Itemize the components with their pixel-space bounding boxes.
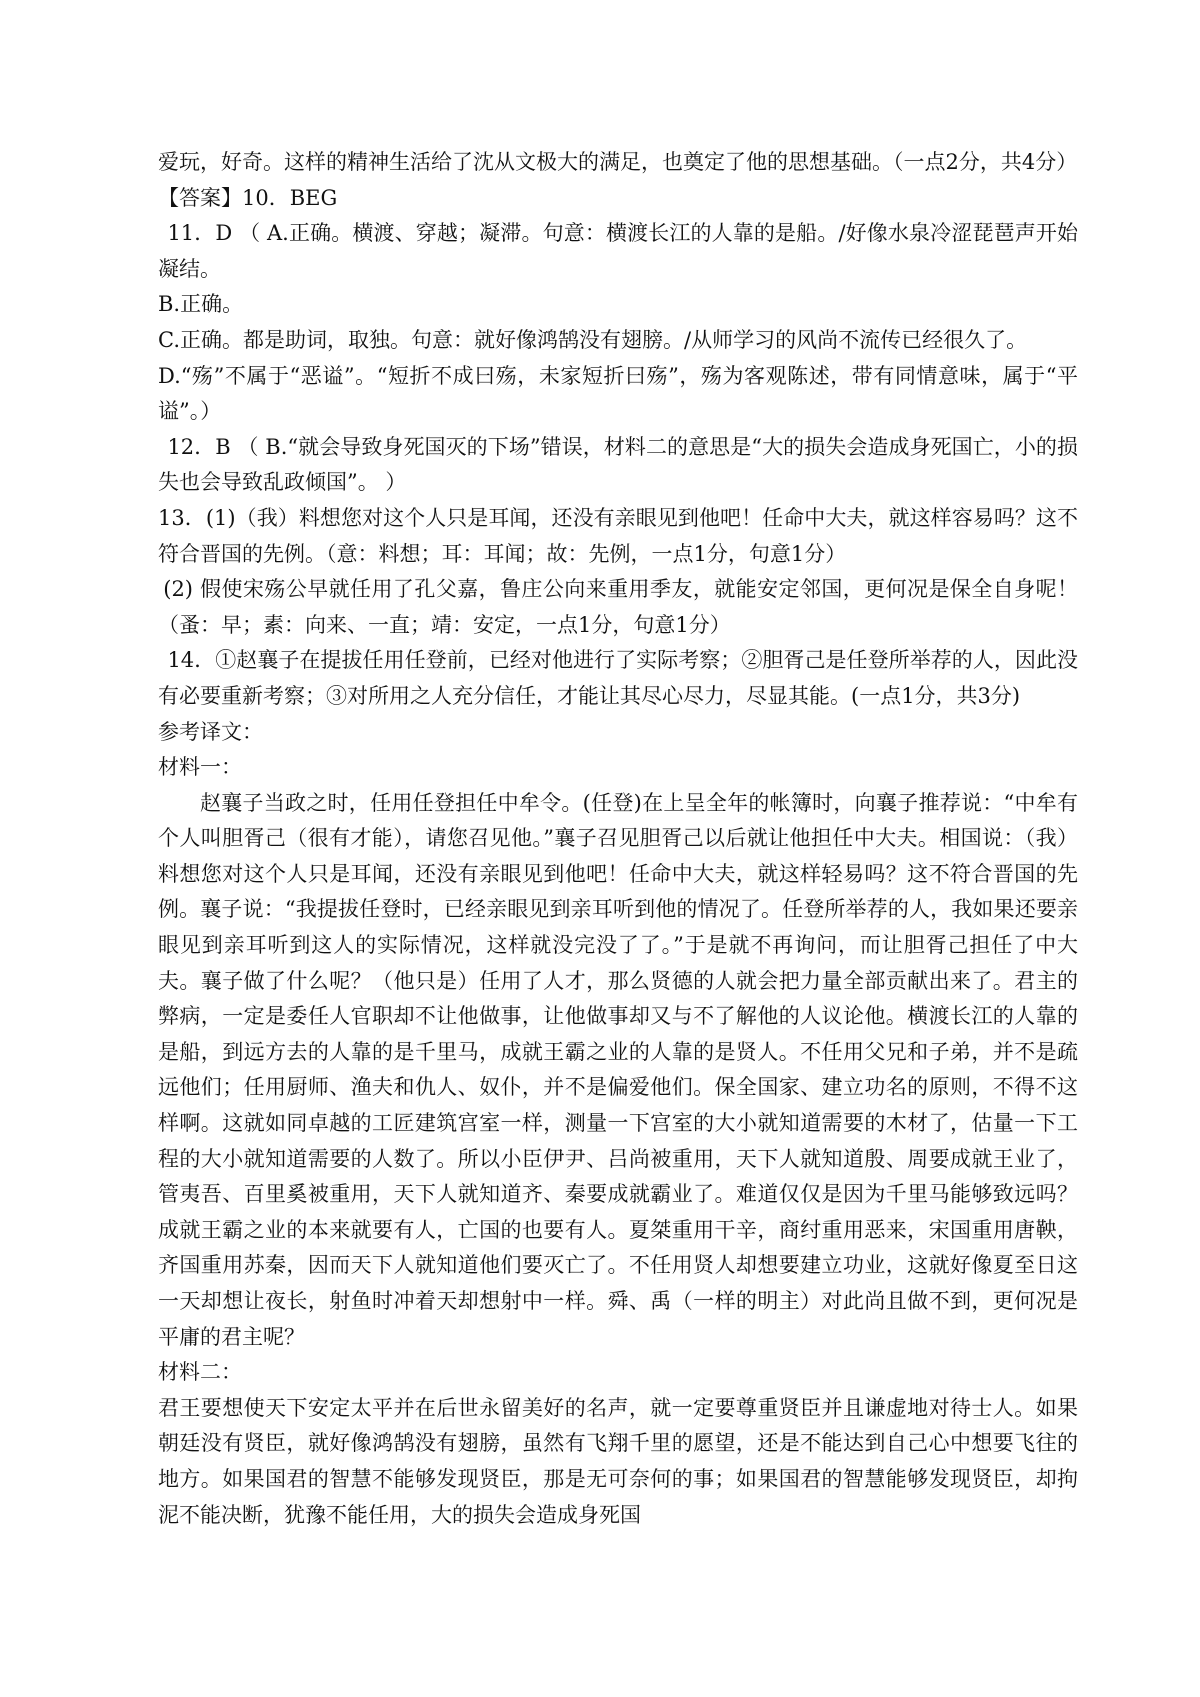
answer-q11: 11．D （ A.正确。横渡、穿越；凝滞。句意：横渡长江的人靠的是船。/好像水泉冷涩琵琶声开始凝结。 xyxy=(158,221,1078,281)
answer-q12: 12．B （ B.“就会导致身死国灭的下场”错误，材料二的意思是“大的损失会造成身死国亡，小的损失也会导致乱政倾国”。 ） xyxy=(158,434,1078,495)
material-two-translation: 君王要想使天下安定太平并在后世永留美好的名声，就一定要尊重贤臣并且谦虚地对待士人。如果朝廷没有贤臣，就好像鸿鹄没有翅膀，虽然有飞翔千里的愿望，还是不能达到自己心中想要飞往的地方。如果国君的智慧不能够发现贤臣，那是无可奈何的事；如果国君的智慧能够发现贤臣，却拘泥不能决断，犹豫不能任用，大的损失会造成身死国 xyxy=(158,1395,1078,1527)
material-one-translation: 赵襄子当政之时，任用任登担任中牟令。(任登)在上呈全年的帐簿时，向襄子推荐说：“中牟有个人叫胆胥己（很有才能），请您召见他。”襄子召见胆胥己以后就让他担任中大夫。相国说：（我）料想您对这个人只是耳闻，还没有亲眼见到他吧！任命中大夫，就这样轻易吗？这不符合晋国的先例。襄子说：“我提拔任登时，已经亲眼见到亲耳听到他的情况了。任登所举荐的人，我如果还要亲眼见到亲耳听到这人的实际情况，这样就没完没了了。”于是就不再询问，而让胆胥己担任了中大夫。襄子做了什么呢？（他只是）任用了人才，那么贤德的人就会把力量全部贡献出来了。君主的弊病，一定是委任人官职却不让他做事，让他做事却又与不了解他的人议论他。横渡长江的人靠的是船，到远方去的人靠的是千里马，成就王霸之业的人靠的是贤人。不任用父兄和子弟，并不是疏远他们；任用厨师、渔夫和仇人、奴仆，并不是偏爱他们。保全国家、建立功名的原则，不得不这样啊。这就如同卓越的工匠建筑宫室一样，测量一下宫室的大小就知道需要的木材了，估量一下工程的大小就知道需要的人数了。所以小臣伊尹、吕尚被重用，天下人就知道殷、周要成就王业了，管夷吾、百里奚被重用，天下人就知道齐、秦要成就霸业了。难道仅仅是因为千里马能够致远吗？成就王霸之业的本来就要有人，亡国的也要有人。夏桀重用干辛，商纣重用恶来，宋国重用唐鞅，齐国重用苏秦，因而天下人就知道他们要灭亡了。不任用贤人却想要建立功业，这就好像夏至日这一天却想让夜长，射鱼时冲着天却想射中一样。舜、禹（一样的明主）对此尚且做不到，更何况是平庸的君主呢？ xyxy=(158,790,1078,1349)
material-two-heading: 材料二： xyxy=(158,1360,242,1385)
answer-q13-part2: (2) 假使宋殇公早就任用了孔父嘉，鲁庄公向来重用季友，就能安定邻国，更何况是保全自身呢！ （蚤：早；素：向来、一直；靖：安定，一点1分，句意1分） xyxy=(158,577,1078,637)
translation-heading: 参考译文： xyxy=(158,719,263,744)
answer-q14: 14．①赵襄子在提拔任用任登前，已经对他进行了实际考察；②胆胥己是任登所举荐的人，因此没有必要重新考察；③对所用之人充分信任，才能让其尽心尽力，尽显其能。(一点1分，共3分) xyxy=(158,648,1078,708)
answer-q11-option-b: B.正确。 xyxy=(158,292,244,317)
answer-q10: 【答案】10．BEG xyxy=(158,185,338,210)
answer-q11-option-d: D.“殇”不属于“恶谥”。“短折不成曰殇，未家短折曰殇”，殇为客观陈述，带有同情意味，属于“平谥”。） xyxy=(158,363,1078,424)
answer-q13-part1: 13．(1)（我）料想您对这个人只是耳闻，还没有亲眼见到他吧！任命中大夫，就这样容易吗？这不符合晋国的先例。（意：料想；耳：耳闻；故：先例，一点1分，句意1分） xyxy=(158,505,1078,566)
material-one-heading: 材料一： xyxy=(158,755,242,780)
answer-continuation: 爱玩，好奇。这样的精神生活给了沈从文极大的满足，也奠定了他的思想基础。（一点2分，共4分） xyxy=(158,150,1078,174)
document-page xyxy=(158,145,1078,1533)
answer-q11-option-c: C.正确。都是助词，取独。句意：就好像鸿鹄没有翅膀。/从师学习的风尚不流传已经很久了。 xyxy=(158,327,1028,352)
